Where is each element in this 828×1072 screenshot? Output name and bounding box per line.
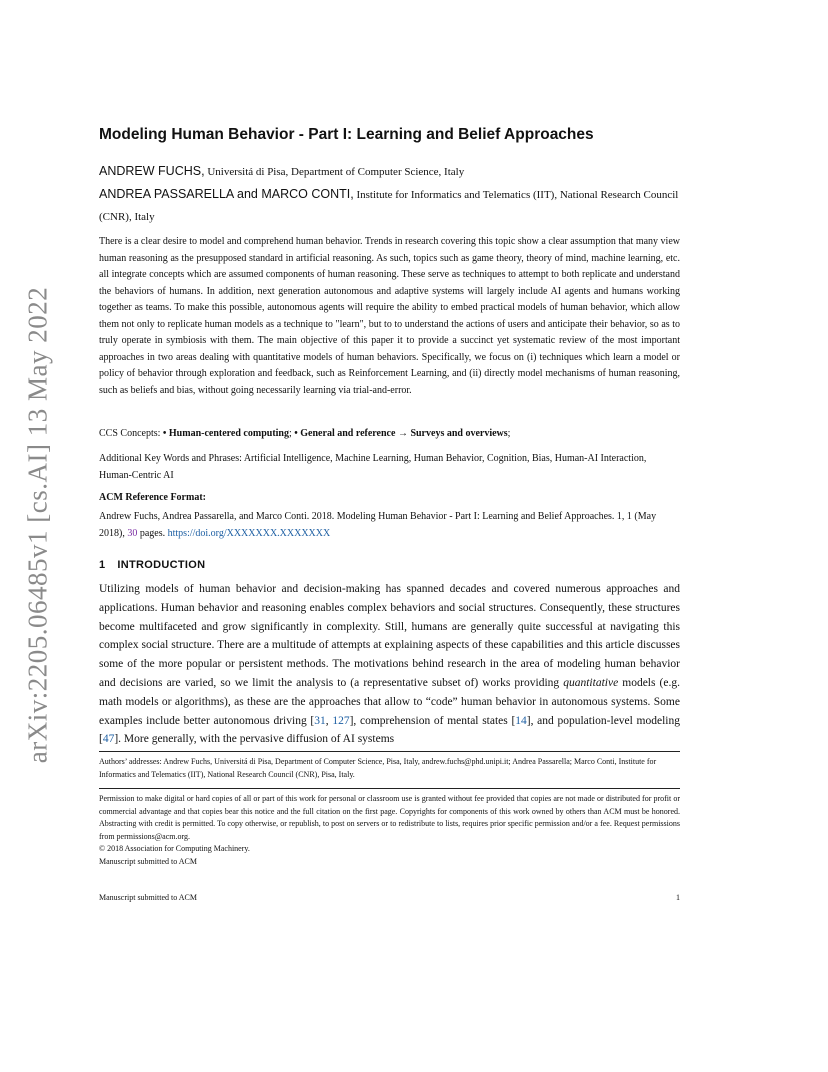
section-number: 1 <box>99 559 106 571</box>
intro-text-b: models (e.g. math models or algorithms), as these are the approaches that allow to “code” human behavior in autonomous systems. Some examples include better autonomous driving [ <box>99 676 680 727</box>
intro-text-a: Utilizing models of human behavior and decision-making has spanned decades and covered numerous approaches and applications. Human behavior and reasoning enables complex behaviors and social structures. Consequently, these structures become multifaceted and grow significantly in complexity. Still, humans are generally quite successful at navigating this complex social structure. There are a multitude of attempts at explaining aspects of these capabilities and this article discusses some of the more popular or persistent methods. The motivations behind research in the area of modeling human behavior and decisions are varied, so we limit the analysis to (a representative subset of) works providing <box>99 583 680 689</box>
pages-link[interactable]: 30 <box>127 527 138 539</box>
permission-rule <box>99 788 680 789</box>
keywords: Additional Key Words and Phrases: Artificial Intelligence, Machine Learning, Human Behavior, Cognition, Bias, Human-AI Interaction, Human-Centric AI <box>99 453 647 481</box>
citation-separator: , <box>325 714 333 727</box>
author-affiliation-2: Institute for Informatics and Telematics (IIT), National Research Council (CNR), Italy <box>99 189 679 223</box>
arxiv-stamp-text: arXiv:2205.06485v1 [cs.AI] 13 May 2022 <box>22 286 53 764</box>
permission-text: Permission to make digital or hard copies of all or part of this work for personal or classroom use is granted without fee provided that copies are not made or distributed for profit or commercial advantage and that copies bear this notice and the full citation on the first page. Copyrights for components of this work owned by others than ACM must be honored. Abstracting with credit is permitted. To copy otherwise, or republish, to post on servers or to redistribute to lists, requires prior specific permission and/or a fee. Request permissions from permissions@acm.org. <box>99 794 680 841</box>
page-number: 1 <box>676 893 680 902</box>
ccs-label: CCS Concepts: <box>99 428 163 439</box>
ccs-separator: ; <box>289 428 295 439</box>
author-line-1 <box>99 160 680 183</box>
citation-link[interactable]: 127 <box>332 714 350 727</box>
paper-title: Modeling Human Behavior - Part I: Learning and Belief Approaches <box>99 126 594 143</box>
manuscript-note: Manuscript submitted to ACM <box>99 856 197 866</box>
acm-reference-pages-text: pages. <box>137 527 168 539</box>
author-name-2: ANDREA PASSARELLA and MARCO CONTI, <box>99 187 354 201</box>
intro-italic: quantitative <box>563 676 619 689</box>
copyright-line: © 2018 Association for Computing Machinery. <box>99 844 250 853</box>
doi-link[interactable]: https://doi.org/XXXXXXX.XXXXXXX <box>167 527 331 539</box>
section-heading <box>99 559 205 571</box>
author-name-1: ANDREW FUCHS, <box>99 164 205 178</box>
footer-left: Manuscript submitted to ACM <box>99 893 197 902</box>
citation-link[interactable]: 14 <box>515 714 527 727</box>
acm-reference <box>99 509 680 542</box>
intro-text-d: ], and population-level modeling [ <box>99 714 680 746</box>
ccs-concepts <box>99 426 680 442</box>
author-block <box>99 160 680 228</box>
author-addresses-footnote: Authors’ addresses: Andrew Fuchs, Universitá di Pisa, Department of Computer Science, Pisa, Italy, andrew.fuchs@phd.unipi.it; Andrea Passarella; Marco Conti, Institute for Informatics and Telematics (IIT), National Research Council (CNR), Pisa, Italy. <box>99 757 657 779</box>
section-title: INTRODUCTION <box>117 559 206 571</box>
acm-reference-text: Andrew Fuchs, Andrea Passarella, and Marco Conti. 2018. Modeling Human Behavior - Part I: Learning and Belief Approaches. 1, 1 (May 2018), <box>99 511 657 539</box>
intro-text-c: ], comprehension of mental states [ <box>349 714 516 727</box>
footnote-rule <box>99 751 680 752</box>
arxiv-stamp <box>18 286 58 764</box>
intro-text-e: ]. More generally, with the pervasive diffusion of AI systems <box>114 733 395 746</box>
author-affiliation-1: Universitá di Pisa, Department of Computer Science, Italy <box>204 166 465 178</box>
citation-link[interactable]: 31 <box>314 714 326 727</box>
citation-link[interactable]: 47 <box>102 733 115 746</box>
abstract: There is a clear desire to model and comprehend human behavior. Trends in research covering this topic show a clear assumption that many view human reasoning as the presupposed standard in artificial reasoning. As such, topics such as game theory, theory of mind, machine learning, etc. all integrate concepts which are assumed components of human reasoning. These serve as techniques to attempt to both replicate and understand the behaviors of humans. In addition, next generation autonomous and adaptive systems will largely include AI agents and humans working together as teams. To make this possible, autonomous agents will require the ability to embed practical models of human behavior, which allow them not only to replicate human models as a technique to "learn", but to to understand the actions of users and anticipate their behavior, so as to truly operate in symbiosis with them. The main objective of this paper it to provide a succinct yet systematic review of the most important approaches in two areas dealing with quantitative models of human behaviors. Specifically, we focus on (i) techniques which learn a model or policy of behavior through exploration and feedback, such as Reinforcement Learning, and (ii) directly model mechanisms of human reasoning, such as beliefs and bias, without going necessarily learning via trial-and-error. <box>99 236 680 396</box>
author-line-2 <box>99 183 680 228</box>
acm-reference-heading: ACM Reference Format: <box>99 492 206 503</box>
ccs-end: ; <box>507 428 511 439</box>
ccs-item-2: • General and reference → Surveys and overviews <box>294 428 508 439</box>
intro-paragraph <box>99 580 680 749</box>
permission-notice <box>99 793 680 868</box>
ccs-item-1: • Human-centered computing <box>162 428 289 439</box>
